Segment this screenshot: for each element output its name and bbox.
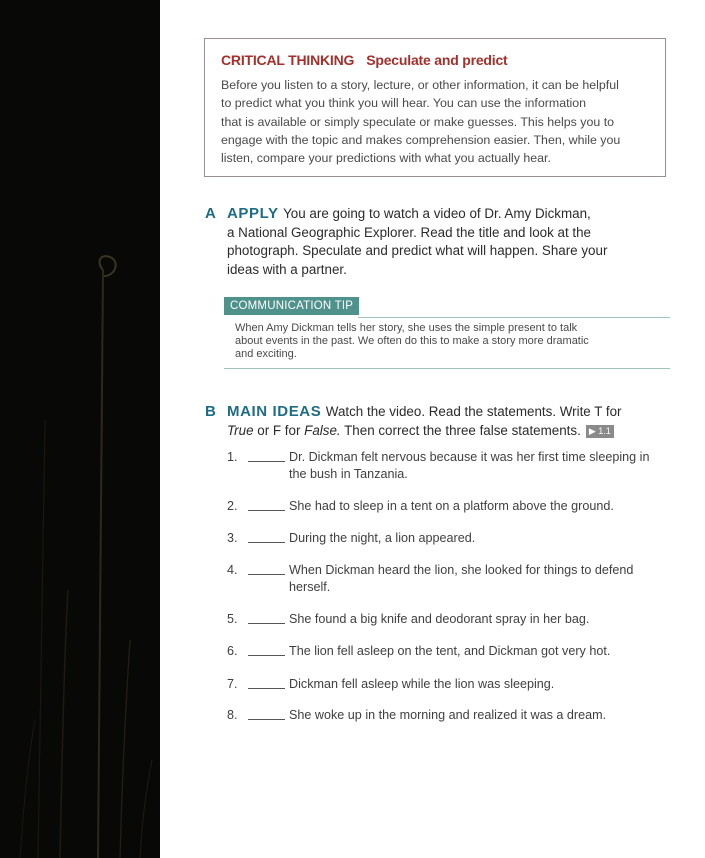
section-b-line: Watch the video. Read the statements. Write T for bbox=[325, 404, 622, 419]
answer-blank[interactable] bbox=[248, 510, 285, 511]
ct-line: engage with the topic and makes comprehension easier. Then, while you bbox=[221, 132, 621, 147]
ct-line: Before you listen to a story, lecture, or other information, it can be helpful bbox=[221, 78, 619, 92]
section-b-main-ideas bbox=[205, 402, 675, 440]
item-text: Dr. Dickman felt nervous because it was her first time sleeping in the bush in Tanzania. bbox=[289, 450, 650, 481]
communication-tip bbox=[224, 296, 670, 369]
ct-line: that is available or simply speculate or make guesses. This helps you to bbox=[221, 114, 615, 129]
tip-line: and exciting. bbox=[235, 348, 297, 361]
answer-blank[interactable] bbox=[248, 688, 285, 689]
section-a-line: ideas with a partner. bbox=[227, 261, 347, 277]
item-number: 5. bbox=[227, 612, 238, 626]
false-word: False. bbox=[304, 423, 341, 438]
section-a-letter: A bbox=[205, 205, 216, 222]
or-f-for: or F for bbox=[257, 423, 301, 438]
item-number: 4. bbox=[227, 563, 238, 577]
true-word: True bbox=[227, 423, 254, 438]
item-number: 2. bbox=[227, 499, 238, 513]
answer-blank[interactable] bbox=[248, 655, 285, 656]
section-b-line-2 bbox=[205, 421, 675, 440]
communication-tip-label: COMMUNICATION TIP bbox=[224, 297, 359, 315]
item-text: She woke up in the morning and realized it was a dream. bbox=[289, 708, 607, 722]
item-number: 8. bbox=[227, 708, 238, 722]
answer-blank[interactable] bbox=[248, 719, 285, 720]
answer-blank[interactable] bbox=[248, 574, 285, 575]
section-a-line: a National Geographic Explorer. Read the title and look at the bbox=[227, 224, 592, 240]
grass-silhouette-image bbox=[0, 0, 160, 858]
item-text: She had to sleep in a tent on a platform above the ground. bbox=[289, 499, 614, 513]
tip-line: about events in the past. We often do this to make a story more dramatic bbox=[235, 335, 589, 348]
section-b-letter: B bbox=[205, 403, 216, 420]
ct-line: listen, compare your predictions with what you actually hear. bbox=[221, 151, 551, 166]
item-text: The lion fell asleep on the tent, and Dickman got very hot. bbox=[289, 644, 611, 658]
ct-line: to predict what you think you will hear. You can use the information bbox=[221, 96, 587, 111]
answer-blank[interactable] bbox=[248, 461, 285, 462]
tip-divider-top bbox=[358, 317, 670, 318]
section-a-line: photograph. Speculate and predict what will happen. Share your bbox=[227, 243, 608, 259]
communication-tip-text bbox=[224, 315, 657, 368]
item-text: When Dickman heard the lion, she looked for things to defend herself. bbox=[289, 563, 634, 594]
tip-divider-bottom bbox=[224, 368, 670, 369]
instruction-rest: Then correct the three false statements. bbox=[344, 423, 581, 438]
critical-thinking-box bbox=[204, 38, 666, 177]
section-b-title: MAIN IDEAS bbox=[227, 403, 322, 420]
item-text: Dickman fell asleep while the lion was sleeping. bbox=[289, 677, 555, 691]
critical-thinking-subheading: Speculate and predict bbox=[366, 52, 508, 68]
section-a-apply bbox=[205, 205, 645, 279]
critical-thinking-text bbox=[221, 76, 649, 167]
answer-blank[interactable] bbox=[248, 542, 285, 543]
item-text: She found a big knife and deodorant spray in her bag. bbox=[289, 612, 590, 626]
section-a-title: APPLY bbox=[227, 205, 279, 222]
item-text: During the night, a lion appeared. bbox=[289, 531, 476, 545]
item-number: 3. bbox=[227, 531, 238, 545]
photo-strip bbox=[0, 0, 160, 858]
item-number: 6. bbox=[227, 644, 238, 658]
video-play-icon[interactable]: ▶ 1.1 bbox=[586, 425, 614, 438]
item-number: 1. bbox=[227, 450, 238, 464]
item-number: 7. bbox=[227, 677, 238, 691]
tip-line: When Amy Dickman tells her story, she uses the simple present to talk bbox=[235, 322, 578, 334]
answer-blank[interactable] bbox=[248, 623, 285, 624]
section-a-line: You are going to watch a video of Dr. Amy Dickman, bbox=[283, 206, 591, 221]
critical-thinking-heading bbox=[221, 52, 649, 68]
critical-thinking-label: CRITICAL THINKING bbox=[221, 52, 355, 68]
